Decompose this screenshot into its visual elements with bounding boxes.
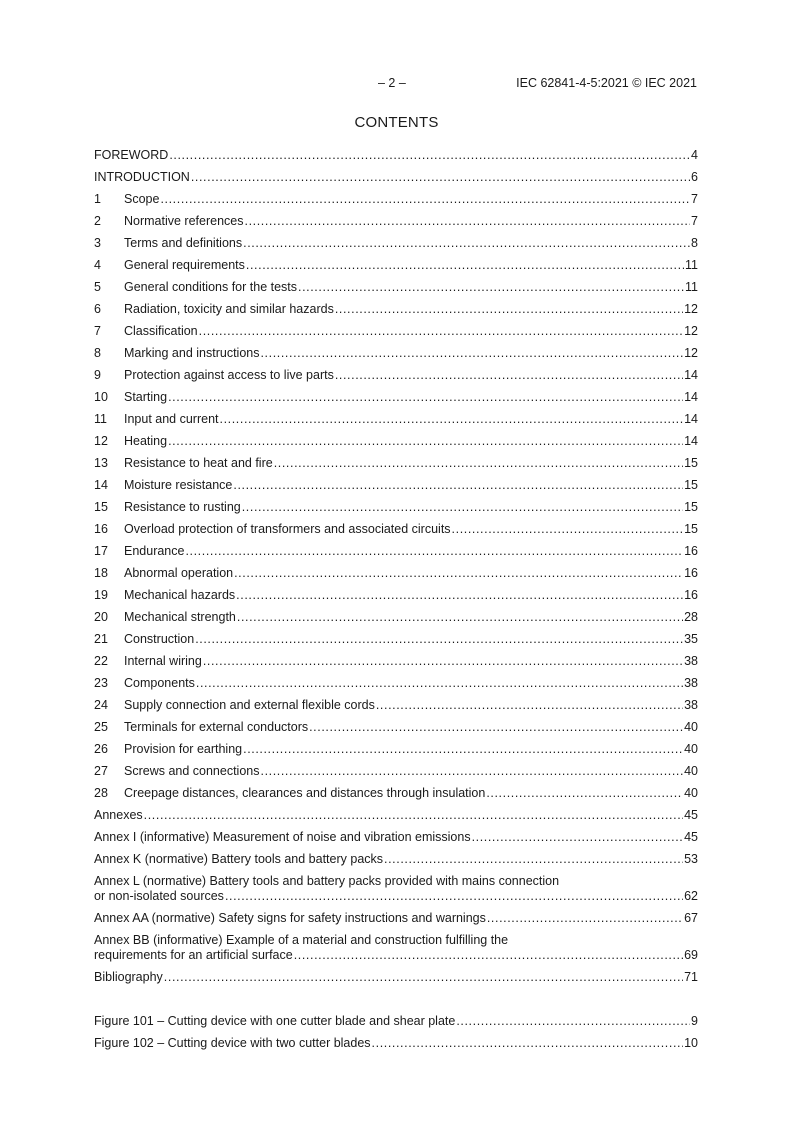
entry-page-number: 38 (684, 698, 698, 712)
leader-dots (243, 236, 690, 251)
entry-title: INTRODUCTION (94, 170, 190, 184)
entry-page-number: 15 (684, 500, 698, 514)
entry-page-number: 40 (684, 742, 698, 756)
clause-number: 10 (94, 390, 108, 404)
leader-dots (335, 368, 683, 383)
toc-entry[interactable] (94, 167, 698, 189)
entry-title: Annex BB (informative) Example of a material and construction fulfilling the (94, 933, 509, 947)
toc-entry[interactable] (94, 145, 698, 167)
clause-number: 7 (94, 324, 101, 338)
clause-number: 8 (94, 346, 101, 360)
entry-title: Marking and instructions (124, 346, 260, 360)
entry-page-number: 8 (691, 236, 698, 250)
entry-title: Mechanical hazards (124, 588, 236, 602)
toc-entry[interactable] (94, 563, 698, 585)
clause-number: 22 (94, 654, 108, 668)
entry-page-number: 10 (684, 1036, 698, 1050)
toc-entry[interactable] (94, 607, 698, 629)
entry-page-number: 12 (684, 302, 698, 316)
clause-number: 12 (94, 434, 108, 448)
leader-dots (199, 324, 683, 339)
clause-number: 14 (94, 478, 108, 492)
leader-dots (376, 698, 683, 713)
entry-page-number: 40 (684, 786, 698, 800)
entry-page-number: 14 (684, 390, 698, 404)
entry-page-number: 71 (684, 970, 698, 984)
toc-entry[interactable] (94, 930, 698, 967)
toc-entry[interactable] (94, 695, 698, 717)
leader-dots (169, 148, 690, 163)
toc-entry[interactable] (94, 761, 698, 783)
table-of-contents (94, 145, 698, 989)
entry-title: Annexes (94, 808, 143, 822)
entry-page-number: 67 (684, 911, 698, 925)
entry-title: Figure 101 – Cutting device with one cutter blade and shear plate (94, 1014, 456, 1028)
entry-title: Terms and definitions (124, 236, 243, 250)
toc-entry[interactable] (94, 739, 698, 761)
entry-title: Radiation, toxicity and similar hazards (124, 302, 334, 316)
leader-dots (372, 1036, 684, 1051)
leader-dots (242, 500, 683, 515)
entry-page-number: 9 (691, 1014, 698, 1028)
entry-title: Components (124, 676, 195, 690)
toc-entry[interactable] (94, 409, 698, 431)
entry-title: Figure 102 – Cutting device with two cutter blades (94, 1036, 371, 1050)
leader-dots (246, 258, 684, 273)
toc-entry[interactable] (94, 365, 698, 387)
leader-dots (274, 456, 683, 471)
clause-number: 9 (94, 368, 101, 382)
leader-dots (260, 346, 683, 361)
toc-entry[interactable] (94, 805, 698, 827)
entry-continuation-line (94, 948, 698, 963)
entry-title: Supply connection and external flexible cords (124, 698, 375, 712)
leader-dots (261, 764, 684, 779)
entry-title: Internal wiring (124, 654, 202, 668)
toc-entry[interactable] (94, 277, 698, 299)
entry-title: Starting (124, 390, 168, 404)
figure-entry[interactable] (94, 1033, 698, 1055)
entry-title-continued: requirements for an artificial surface (94, 948, 293, 962)
entry-page-number: 45 (684, 830, 698, 844)
leader-dots (456, 1014, 690, 1029)
clause-number: 28 (94, 786, 108, 800)
toc-entry[interactable] (94, 431, 698, 453)
toc-entry[interactable] (94, 233, 698, 255)
toc-entry[interactable] (94, 783, 698, 805)
entry-title: Overload protection of transformers and associated circuits (124, 522, 451, 536)
clause-number: 21 (94, 632, 108, 646)
leader-dots (220, 412, 684, 427)
entry-title: Resistance to rusting (124, 500, 241, 514)
leader-dots (237, 610, 683, 625)
entry-page-number: 40 (684, 720, 698, 734)
toc-entry[interactable] (94, 343, 698, 365)
leader-dots (168, 434, 683, 449)
entry-continuation-line (94, 889, 698, 904)
figure-entry[interactable] (94, 1011, 698, 1033)
leader-dots (472, 830, 684, 845)
toc-entry[interactable] (94, 717, 698, 739)
entry-title: Scope (124, 192, 160, 206)
leader-dots (452, 522, 684, 537)
entry-title: Heating (124, 434, 168, 448)
entry-page-number: 12 (684, 324, 698, 338)
entry-page-number: 14 (684, 434, 698, 448)
clause-number: 11 (94, 412, 107, 426)
entry-page-number: 14 (684, 412, 698, 426)
entry-title: Endurance (124, 544, 185, 558)
toc-entry[interactable] (94, 387, 698, 409)
toc-entry[interactable] (94, 827, 698, 849)
toc-entry[interactable] (94, 255, 698, 277)
toc-entry[interactable] (94, 967, 698, 989)
clause-number: 20 (94, 610, 108, 624)
page-number: – 2 – (378, 76, 406, 90)
entry-title: Annex AA (normative) Safety signs for safety instructions and warnings (94, 911, 486, 925)
toc-entry[interactable] (94, 541, 698, 563)
entry-page-number: 4 (691, 148, 698, 162)
entry-page-number: 16 (684, 588, 698, 602)
toc-entry[interactable] (94, 585, 698, 607)
entry-title: Construction (124, 632, 195, 646)
list-of-figures (94, 1011, 698, 1055)
leader-dots (245, 214, 691, 229)
entry-title: Classification (124, 324, 198, 338)
toc-entry[interactable] (94, 871, 698, 908)
leader-dots (298, 280, 684, 295)
entry-page-number: 40 (684, 764, 698, 778)
leader-dots (233, 478, 683, 493)
toc-entry[interactable] (94, 453, 698, 475)
entry-page-number: 12 (684, 346, 698, 360)
entry-title: Protection against access to live parts (124, 368, 334, 382)
clause-number: 3 (94, 236, 101, 250)
leader-dots (191, 170, 690, 185)
entry-title: Terminals for external conductors (124, 720, 309, 734)
entry-page-number: 45 (684, 808, 698, 822)
clause-number: 13 (94, 456, 108, 470)
clause-number: 23 (94, 676, 108, 690)
entry-title: Abnormal operation (124, 566, 234, 580)
entry-title-continued: or non-isolated sources (94, 889, 224, 903)
leader-dots (486, 786, 683, 801)
leader-dots (195, 632, 683, 647)
leader-dots (196, 676, 683, 691)
clause-number: 5 (94, 280, 101, 294)
page-header (0, 76, 793, 94)
clause-number: 25 (94, 720, 108, 734)
toc-entry[interactable] (94, 211, 698, 233)
leader-dots (487, 911, 683, 926)
entry-page-number: 62 (684, 889, 698, 903)
leader-dots (203, 654, 683, 669)
page-title: CONTENTS (354, 114, 439, 131)
clause-number: 15 (94, 500, 108, 514)
toc-entry[interactable] (94, 475, 698, 497)
toc-entry[interactable] (94, 629, 698, 651)
entry-page-number: 15 (684, 522, 698, 536)
leader-dots (164, 970, 683, 985)
entry-title: Creepage distances, clearances and distances through insulation (124, 786, 486, 800)
standard-reference: IEC 62841-4-5:2021 © IEC 2021 (516, 76, 697, 90)
clause-number: 27 (94, 764, 108, 778)
entry-page-number: 7 (691, 192, 698, 206)
clause-number: 4 (94, 258, 101, 272)
toc-entry[interactable] (94, 651, 698, 673)
entry-title: Moisture resistance (124, 478, 233, 492)
entry-title: Screws and connections (124, 764, 260, 778)
toc-entry[interactable] (94, 321, 698, 343)
clause-number: 1 (94, 192, 101, 206)
entry-page-number: 28 (684, 610, 698, 624)
entry-page-number: 16 (684, 566, 698, 580)
entry-title: Provision for earthing (124, 742, 243, 756)
leader-dots (185, 544, 683, 559)
toc-entry[interactable] (94, 673, 698, 695)
leader-dots (225, 889, 683, 904)
clause-number: 18 (94, 566, 108, 580)
entry-page-number: 11 (685, 280, 698, 294)
toc-entry[interactable] (94, 519, 698, 541)
entry-page-number: 14 (684, 368, 698, 382)
entry-title: Mechanical strength (124, 610, 236, 624)
toc-entry[interactable] (94, 849, 698, 871)
toc-entry[interactable] (94, 497, 698, 519)
leader-dots (294, 948, 683, 963)
toc-entry[interactable] (94, 908, 698, 930)
clause-number: 16 (94, 522, 108, 536)
entry-title: Normative references (124, 214, 244, 228)
entry-page-number: 15 (684, 478, 698, 492)
entry-title: Input and current (124, 412, 219, 426)
entry-title: General conditions for the tests (124, 280, 298, 294)
entry-page-number: 38 (684, 676, 698, 690)
leader-dots (335, 302, 683, 317)
leader-dots (384, 852, 683, 867)
entry-title: Resistance to heat and fire (124, 456, 273, 470)
entry-page-number: 38 (684, 654, 698, 668)
entry-page-number: 35 (684, 632, 698, 646)
clause-number: 6 (94, 302, 101, 316)
entry-title: FOREWORD (94, 148, 169, 162)
leader-dots (243, 742, 683, 757)
leader-dots (309, 720, 683, 735)
entry-title: Annex I (informative) Measurement of noise and vibration emissions (94, 830, 471, 844)
entry-page-number: 15 (684, 456, 698, 470)
entry-title: General requirements (124, 258, 245, 272)
toc-entry[interactable] (94, 189, 698, 211)
leader-dots (236, 588, 683, 603)
entry-page-number: 53 (684, 852, 698, 866)
leader-dots (144, 808, 683, 823)
entry-page-number: 7 (691, 214, 698, 228)
leader-dots (160, 192, 690, 207)
clause-number: 19 (94, 588, 108, 602)
leader-dots (168, 390, 683, 405)
entry-page-number: 6 (691, 170, 698, 184)
entry-title: Bibliography (94, 970, 163, 984)
entry-page-number: 69 (684, 948, 698, 962)
clause-number: 2 (94, 214, 101, 228)
clause-number: 26 (94, 742, 108, 756)
entry-page-number: 16 (684, 544, 698, 558)
entry-title: Annex K (normative) Battery tools and battery packs (94, 852, 384, 866)
toc-entry[interactable] (94, 299, 698, 321)
leader-dots (234, 566, 683, 581)
entry-title: Annex L (normative) Battery tools and battery packs provided with mains connection (94, 874, 560, 888)
clause-number: 24 (94, 698, 108, 712)
entry-page-number: 11 (685, 258, 698, 272)
clause-number: 17 (94, 544, 108, 558)
